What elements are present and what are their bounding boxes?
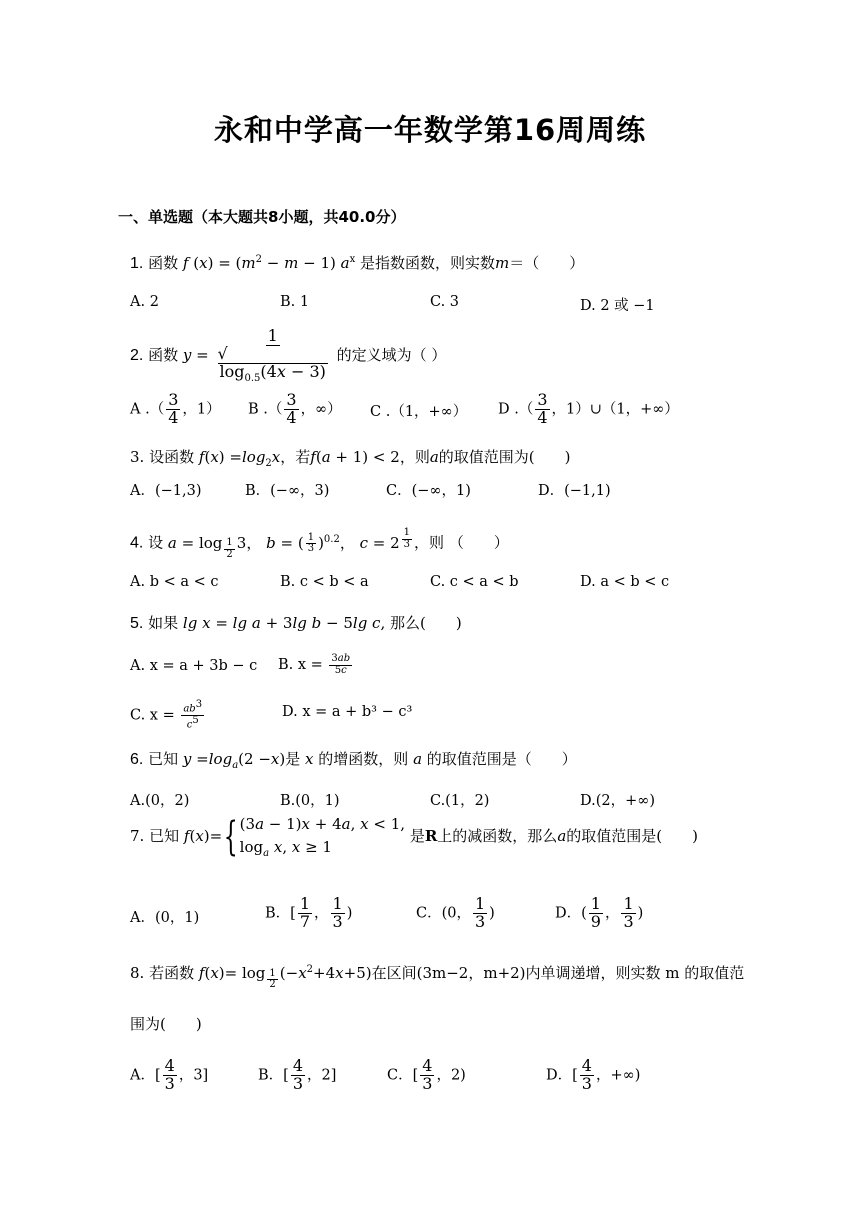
question-text: 函数: [148, 346, 179, 365]
option-a[interactable]: A. 2: [130, 294, 159, 310]
formula: f(a + 1) < 2: [310, 448, 400, 466]
option-c[interactable]: C．[ $\frac{4}{3}$ ，2): [387, 1056, 466, 1093]
option-label: A．[: [130, 1067, 161, 1084]
option-label: C．[: [387, 1067, 419, 1084]
question-text: 上的减函数，那么: [437, 826, 558, 845]
option-a[interactable]: A. b < a < c: [130, 574, 219, 590]
option-d[interactable]: D. a < b < c: [580, 574, 670, 590]
option-label: ): [489, 905, 495, 922]
question-number: 8.: [130, 964, 145, 982]
question-8: [130, 962, 744, 991]
formula: y = 1 √ $\log_{0.5}(4x - 3)$: [182, 326, 326, 384]
section-heading: 一、单选题（本大题共8小题，共40.0分）: [118, 208, 406, 226]
option-label: A .（: [130, 401, 165, 418]
question-text: 如果: [148, 614, 179, 632]
question-text: ，若: [280, 448, 311, 466]
option-c[interactable]: C．(0， $\frac{1}{3}$ ): [416, 894, 495, 931]
question-text: 设: [148, 533, 164, 552]
option-b[interactable]: B .（ $\frac{3}{4}$ ，∞）: [248, 390, 342, 427]
option-d[interactable]: D.(2，+∞): [580, 793, 655, 809]
option-label: ，2): [436, 1067, 466, 1084]
option-a[interactable]: A .（ $\frac{3}{4}$ ，1）: [130, 390, 221, 427]
option-a[interactable]: A.(0，2): [130, 793, 190, 809]
question-text: 函数: [148, 254, 179, 272]
option-b[interactable]: B. x = $\frac{3ab}{5c}$: [278, 653, 351, 676]
option-label: B. x =: [278, 657, 323, 673]
question-text: 的取值范围为( ): [438, 448, 571, 466]
option-label: ，1）∪（1，+∞）: [551, 401, 679, 418]
formula: $f(x) =\log_2x$: [198, 448, 281, 469]
option-c[interactable]: C. x = $\frac{ab^3}{c^5}$: [130, 699, 203, 731]
option-c[interactable]: C.(1，2): [430, 793, 490, 809]
option-label: B．[: [258, 1067, 289, 1084]
question-number: 3.: [130, 448, 145, 466]
question-text: 的取值范围是（ ）: [426, 750, 577, 768]
question-number: 2.: [130, 347, 144, 365]
question-1: 1. 函数 f $(x) = (m^2 - m - 1)$ $a^x$ 是指数函数，则实数m＝（ ）: [130, 254, 585, 272]
option-d[interactable]: D .（ $\frac{3}{4}$ ，1）∪（1，+∞）: [498, 390, 679, 427]
question-text: 设函数: [149, 448, 195, 466]
option-c[interactable]: C．(−∞，1): [386, 483, 471, 499]
formula: f(x)= log $_{\frac{1}{2}}$ $(-x^2+4x+5)$: [198, 964, 372, 990]
question-4: [130, 528, 509, 560]
formula: f(x)={ (3a − 1)x + 4a, x < 1, $\log_a x$, x ≥ 1: [183, 813, 406, 860]
formula: lg x = lg a + 3lg b − 5lg c: [182, 614, 381, 632]
option-d[interactable]: D．(−1,1): [538, 483, 611, 499]
option-label: ，1）: [182, 401, 221, 418]
option-c[interactable]: C .（1，+∞）: [370, 404, 468, 420]
question-number: 4.: [130, 534, 144, 552]
question-text: 是指数函数，则实数: [360, 254, 496, 272]
option-c[interactable]: C. c < a < b: [430, 574, 519, 590]
formula: $y =\log_a(2 -x)$: [182, 750, 286, 771]
question-text: 若函数: [149, 964, 195, 982]
question-text: 是: [409, 826, 425, 845]
question-text: R: [424, 826, 438, 845]
option-label: C. x =: [130, 707, 175, 724]
question-6: 6. 已知 $y =\log_a(2 -x)$是 x 的增函数，则 a 的取值范围是（ ）: [130, 750, 577, 771]
question-number: 7.: [130, 826, 145, 845]
question-text: 已知: [148, 750, 179, 768]
question-text: 的取值范围是( ): [566, 826, 698, 845]
option-label: ，∞）: [300, 401, 342, 418]
question-text: 已知: [149, 826, 180, 845]
option-label: D．[: [546, 1067, 578, 1084]
question-number: 5.: [130, 615, 144, 632]
option-b[interactable]: B．(−∞，3): [245, 483, 330, 499]
question-text: ，则 （ ）: [414, 533, 509, 552]
option-d[interactable]: D. x = a + b³ − c³: [282, 704, 413, 720]
question-3: 3. 设函数 $f(x) =\log_2x$，若f(a + 1) < 2，则a的取值范围为( ): [130, 448, 571, 469]
option-label: ，2]: [307, 1067, 337, 1084]
option-b[interactable]: B．[ $\frac{1}{7}$ ， $\frac{1}{3}$ ): [265, 894, 353, 931]
option-label: D．(: [555, 905, 587, 922]
option-d[interactable]: D．( $\frac{1}{9}$ ， $\frac{1}{3}$ ): [555, 894, 644, 931]
option-a[interactable]: A．(−1,3): [130, 483, 202, 499]
option-a[interactable]: A．[ $\frac{4}{3}$ ，3]: [130, 1056, 209, 1093]
option-label: B．[: [265, 905, 296, 922]
question-5: [130, 612, 462, 633]
option-b[interactable]: B．[ $\frac{4}{3}$ ，2]: [258, 1056, 337, 1093]
question-number: 1.: [130, 255, 144, 272]
option-label: ，+∞): [595, 1067, 641, 1084]
option-a[interactable]: A．(0，1): [130, 910, 200, 926]
option-label: D .（: [498, 401, 534, 418]
option-b[interactable]: B. 1: [280, 294, 310, 310]
question-7: 7. 已知 f(x)={ (3a − 1)x + 4a, x < 1, $\log_a x$, x ≥ 1 是R上的减函数，那么a的取值范围是( ): [130, 813, 698, 860]
option-b[interactable]: B. c < b < a: [280, 574, 369, 590]
option-label: ): [346, 905, 353, 922]
option-label: B .（: [248, 401, 283, 418]
question-text: 的增函数，则: [318, 750, 409, 768]
option-label: ，3]: [178, 1067, 209, 1084]
question-text: ＝（ ）: [509, 254, 585, 272]
option-d[interactable]: D．[ $\frac{4}{3}$ ，+∞): [546, 1056, 641, 1093]
option-d[interactable]: D. 2 或 −1: [580, 298, 655, 314]
option-a[interactable]: A. x = a + 3b − c: [130, 658, 258, 674]
question-text: 的定义域为（ ）: [336, 346, 447, 365]
question-8-continued: 围为( ): [130, 1015, 202, 1033]
question-text: ，则: [399, 448, 430, 466]
option-c[interactable]: C. 3: [430, 294, 460, 310]
formula: a = log $_{\frac{1}{2}}$ 3， b = ( $\frac{1}{3}$ )$^{0.2}$， c = 2 $^{\frac{1}{3}}$: [167, 527, 411, 560]
option-label: C．(0，: [416, 905, 471, 922]
question-text: , 那么( ): [380, 614, 462, 632]
formula: f $(x) = (m^2 - m - 1)$ $a^x$: [182, 254, 356, 272]
option-b[interactable]: B.(0，1): [280, 793, 340, 809]
question-text: 在区间(3m−2，m+2)内单调递增，则实数 m 的取值范: [371, 964, 745, 982]
page-title: 永和中学高一年数学第16周周练: [213, 113, 647, 147]
option-label: ): [637, 905, 644, 922]
question-text: 是: [285, 750, 301, 768]
question-number: 6.: [130, 751, 144, 768]
question-2: [130, 328, 446, 384]
